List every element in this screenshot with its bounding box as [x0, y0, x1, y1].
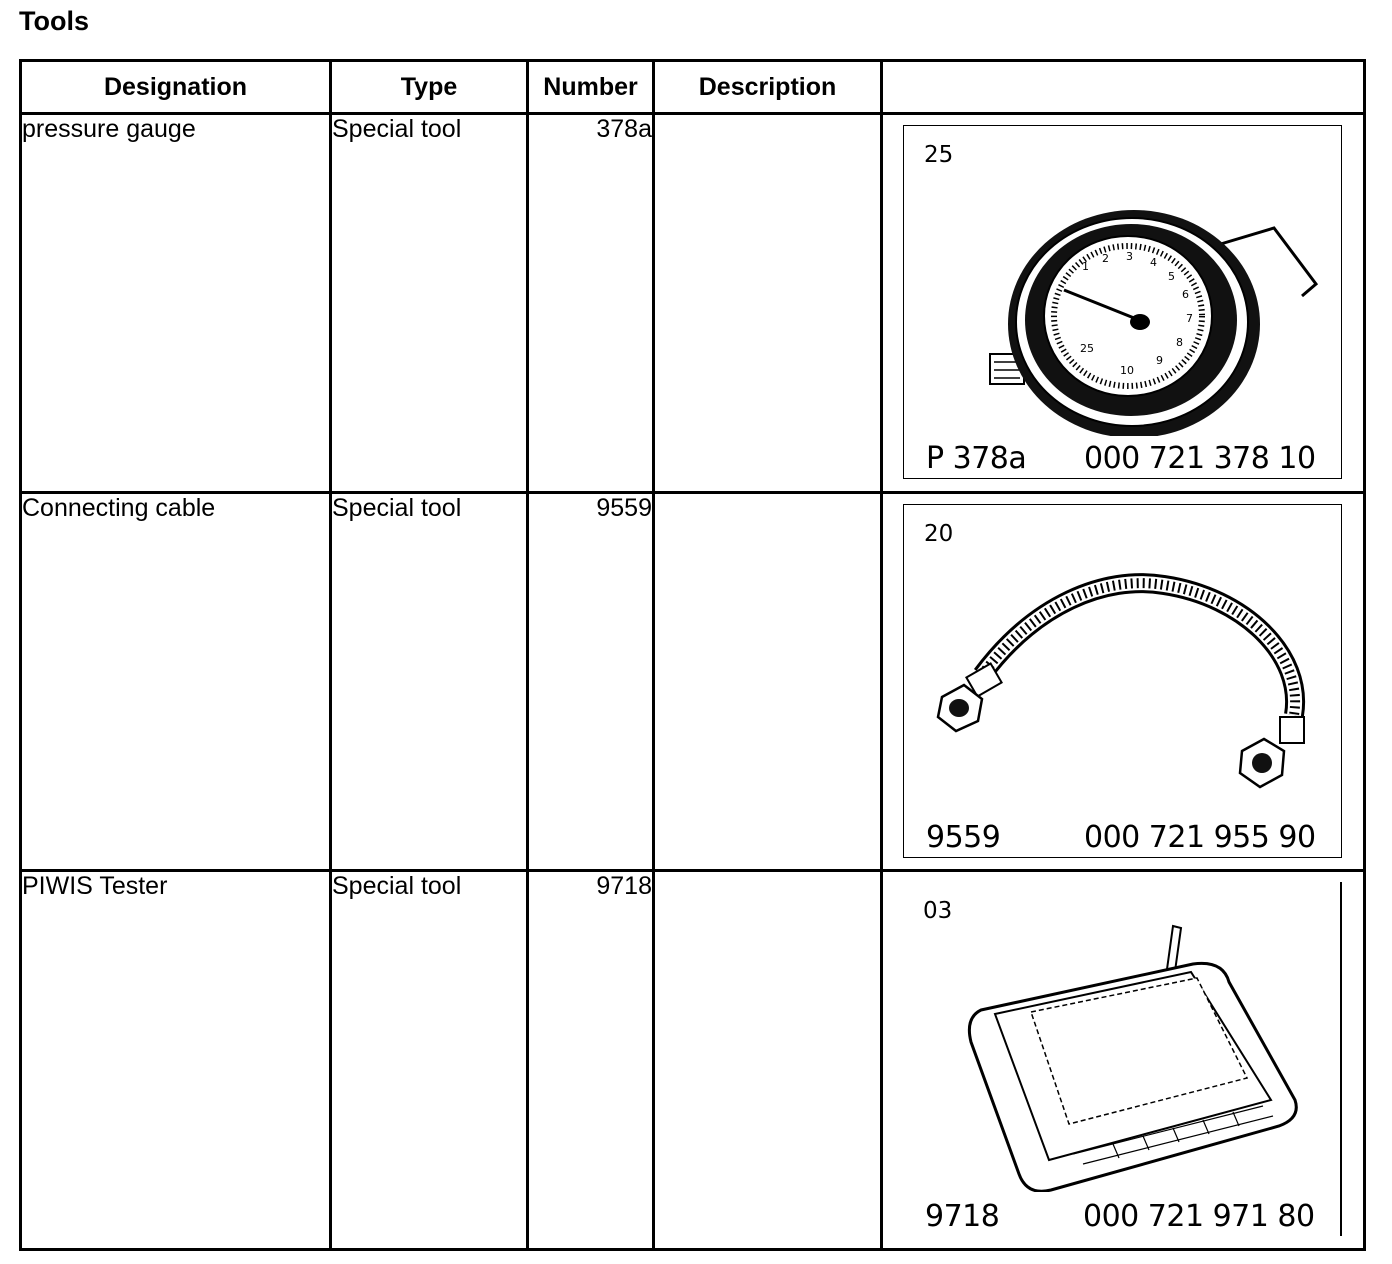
figure-label: 9718: [925, 1199, 1000, 1235]
figure-code: 25: [924, 142, 954, 168]
figure-frame: [903, 504, 1342, 858]
page-title: Tools: [19, 6, 89, 36]
svg-text:4: 4: [1150, 256, 1157, 269]
cell-description: [654, 871, 882, 1250]
table-row: [21, 871, 1365, 1250]
cell-figure: [882, 114, 1365, 493]
pressure-gauge-icon: [924, 166, 1324, 436]
cell-designation: PIWIS Tester: [21, 871, 331, 1250]
figure-part-number: 000 721 378 10: [1084, 441, 1316, 476]
figure-frame: [903, 125, 1342, 479]
header-type: Type: [331, 61, 528, 114]
cell-figure: [882, 871, 1365, 1250]
piwis-tester-icon: [923, 922, 1323, 1192]
cell-description: [654, 114, 882, 493]
connecting-cable-icon: [924, 545, 1324, 815]
figure-label: 9559: [926, 819, 1001, 855]
cell-figure: [882, 492, 1365, 871]
header-figure: [882, 61, 1365, 114]
cell-number: 378a: [528, 114, 654, 493]
cell-type: Special tool: [331, 492, 528, 871]
header-designation: Designation: [21, 61, 331, 114]
tools-table: [19, 59, 1366, 1251]
figure-frame: [903, 882, 1342, 1236]
header-number: Number: [528, 61, 654, 114]
svg-text:25: 25: [1080, 342, 1094, 355]
svg-text:5: 5: [1168, 270, 1175, 283]
cell-number: 9559: [528, 492, 654, 871]
table-row: [21, 114, 1365, 493]
cell-type: Special tool: [331, 114, 528, 493]
svg-text:9: 9: [1156, 354, 1163, 367]
table-header-row: [21, 61, 1365, 114]
svg-text:6: 6: [1182, 288, 1189, 301]
figure-part-number: 000 721 955 90: [1084, 819, 1316, 855]
cell-number: 9718: [528, 871, 654, 1250]
figure-part-number: 000 721 971 80: [1083, 1199, 1315, 1235]
svg-text:2: 2: [1102, 252, 1109, 265]
cell-type: Special tool: [331, 871, 528, 1250]
table-row: [21, 492, 1365, 871]
svg-text:3: 3: [1126, 250, 1133, 263]
svg-text:10: 10: [1120, 364, 1134, 377]
cell-description: [654, 492, 882, 871]
svg-text:1: 1: [1082, 260, 1089, 273]
cell-designation: pressure gauge: [21, 114, 331, 493]
svg-text:8: 8: [1176, 336, 1183, 349]
figure-code: 03: [923, 898, 953, 925]
figure-label: P 378a: [926, 441, 1027, 476]
header-description: Description: [654, 61, 882, 114]
cell-designation: Connecting cable: [21, 492, 331, 871]
figure-code: 20: [924, 520, 954, 547]
svg-text:7: 7: [1186, 312, 1193, 325]
